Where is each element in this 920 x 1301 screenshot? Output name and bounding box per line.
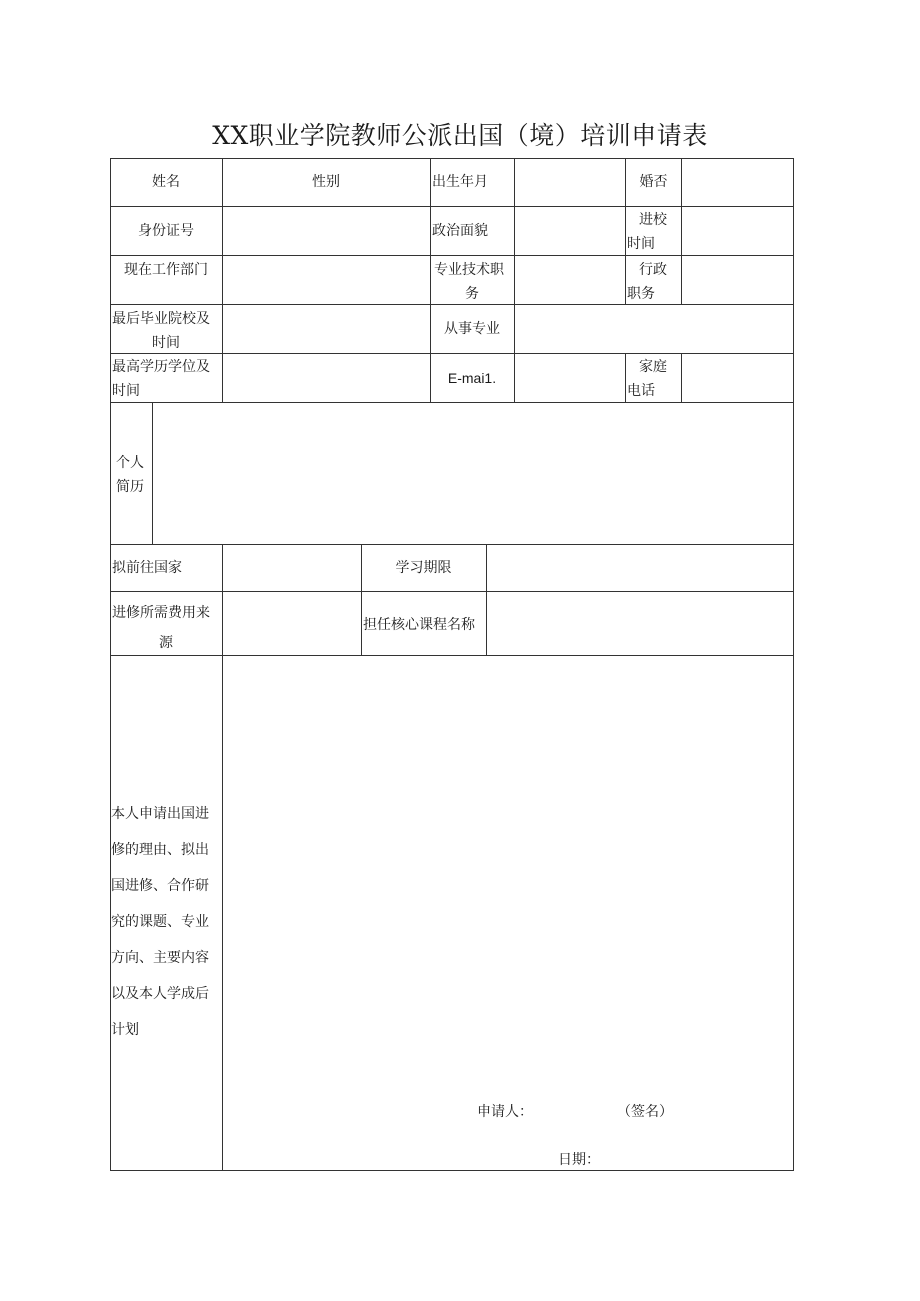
reason-label-line: 计划 [111,1022,139,1038]
birth-field[interactable] [515,159,625,206]
reason-label-line: 方向、主要内容 [111,950,209,966]
signature-label: （签名） [617,1104,673,1120]
grad-school-field[interactable] [223,305,430,353]
birth-label: 出生年月 [432,174,488,190]
applicant-label: 申请人： [477,1104,533,1120]
table-rule [110,1170,794,1171]
admin-post-label-line1: 行政 [639,262,667,278]
reason-field[interactable] [223,656,793,1086]
pro-title-field[interactable] [515,256,625,304]
home-phone-label-line1: 家庭 [639,359,667,375]
signature-field[interactable] [535,1100,615,1124]
degree-label-line2: 时间 [112,383,140,399]
reason-label-line: 本人申请出国进 [111,806,209,822]
admin-post-field[interactable] [682,256,793,304]
reason-label-line: 究的课题、专业 [111,914,209,930]
reason-label-line: 国进修、合作研 [111,878,209,894]
study-period-field[interactable] [487,545,793,591]
reason-label-line: 以及本人学成后 [111,986,209,1002]
page-title: XX职业学院教师公派出国（境）培训申请表 [212,121,708,150]
political-field[interactable] [515,207,625,255]
join-school-label-line2: 时间 [627,236,655,252]
destination-country-field[interactable] [223,545,361,591]
grad-school-label-line1: 最后毕业院校及 [112,311,210,327]
name-label: 姓名 [152,174,180,190]
marital-label: 婚否 [639,174,668,190]
resume-label-line2: 简历 [116,479,144,495]
funding-source-label-line1: 进修所需费用来 [112,605,210,621]
political-label: 政治面貌 [432,223,488,239]
degree-label-line1: 最高学历学位及 [112,359,210,375]
id-number-label: 身份证号 [138,223,194,239]
id-number-field[interactable] [223,207,430,255]
destination-country-label: 拟前往国家 [112,560,182,576]
resume-field[interactable] [153,403,793,544]
home-phone-field[interactable] [682,354,793,402]
core-course-label: 担任核心课程名称 [363,617,475,633]
study-period-label: 学习期限 [395,560,452,576]
grad-school-label-line2: 时间 [152,335,180,351]
pro-title-label-line2: 务 [465,286,479,302]
join-school-field[interactable] [682,207,793,255]
date-field[interactable] [600,1146,750,1168]
core-course-field[interactable] [487,592,793,655]
major-label: 从事专业 [444,321,500,337]
date-label: 日期： [558,1152,600,1168]
department-field[interactable] [223,256,430,304]
join-school-label-line1: 进校 [639,212,667,228]
email-label: E-mai1. [447,370,497,386]
reason-label [111,796,223,1048]
funding-source-field[interactable] [223,592,361,655]
marital-field[interactable] [682,159,793,206]
department-label: 现在工作部门 [124,262,208,278]
major-field[interactable] [515,305,793,353]
pro-title-label-line1: 专业技术职 [434,262,504,278]
resume-label-line1: 个人 [116,455,144,471]
table-rule [793,158,794,1171]
gender-label: 性别 [312,174,340,190]
home-phone-label-line2: 电话 [627,383,655,399]
email-field[interactable] [515,354,625,402]
admin-post-label-line2: 职务 [627,286,655,302]
funding-source-label-line2: 源 [159,635,173,651]
degree-field[interactable] [223,354,430,402]
table-rule [625,353,626,402]
reason-label-line: 修的理由、拟出 [111,842,209,858]
